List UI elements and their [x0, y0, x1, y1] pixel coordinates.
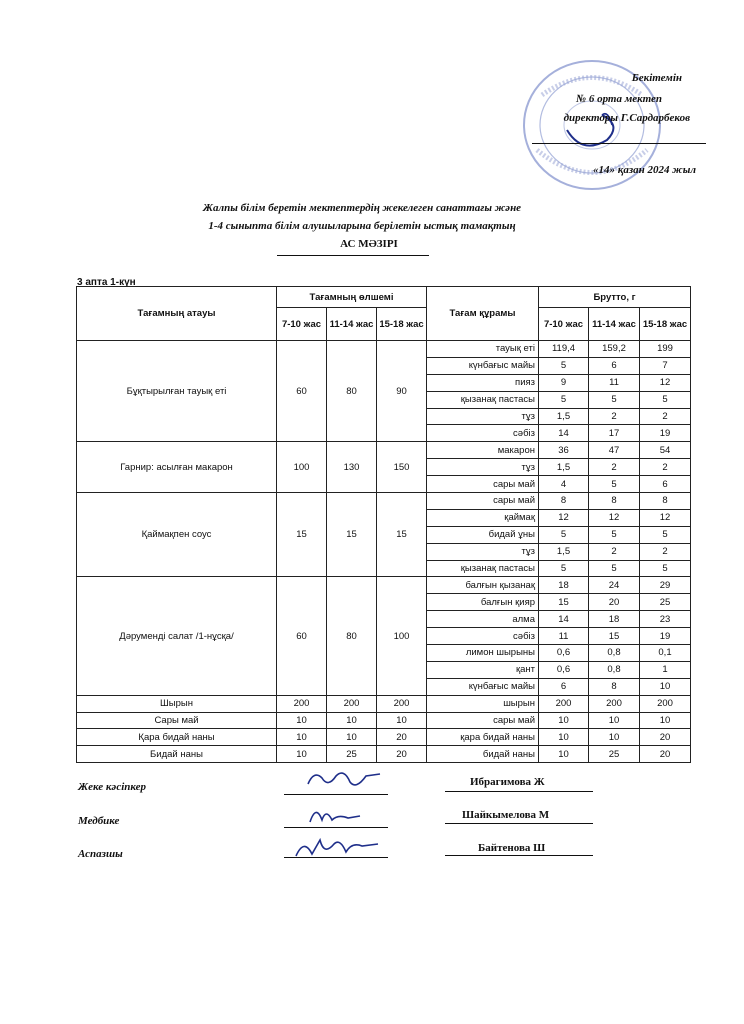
- portion-cell: 25: [327, 746, 377, 763]
- gross-cell: 0,8: [589, 645, 640, 662]
- gross-cell: 2: [640, 408, 691, 425]
- gross-cell: 12: [640, 509, 691, 526]
- portion-cell: 200: [277, 695, 327, 712]
- ingredient-cell: күнбағыс майы: [427, 678, 539, 695]
- table-row: [77, 577, 691, 594]
- gross-cell: 8: [589, 678, 640, 695]
- gross-cell: 19: [640, 628, 691, 645]
- table-row: [77, 341, 691, 358]
- approval-heading: Бекітемін: [631, 72, 682, 84]
- ingredient-cell: қара бидай наны: [427, 729, 539, 746]
- ingredient-cell: тауық еті: [427, 341, 539, 358]
- ingredient-cell: балғын қияр: [427, 594, 539, 611]
- gross-cell: 25: [640, 594, 691, 611]
- gross-cell: 2: [589, 408, 640, 425]
- portion-cell: 150: [377, 442, 427, 493]
- portion-cell: 10: [277, 729, 327, 746]
- dish-name-cell: Бұқтырылған тауық еті: [77, 341, 277, 442]
- gross-cell: 199: [640, 341, 691, 358]
- gross-cell: 200: [539, 695, 589, 712]
- signature-name: Шайкымелова М: [462, 809, 550, 821]
- ingredient-cell: қаймақ: [427, 509, 539, 526]
- week-day-label: 3 апта 1-күн: [77, 277, 136, 288]
- gross-cell: 6: [640, 476, 691, 493]
- gross-cell: 7: [640, 357, 691, 374]
- gross-cell: 20: [640, 729, 691, 746]
- signature-role: Медбике: [78, 815, 120, 827]
- header-composition: Тағам құрамы: [427, 287, 539, 341]
- gross-cell: 12: [640, 374, 691, 391]
- portion-cell: 200: [327, 695, 377, 712]
- title-line-2: 1-4 сыныпта білім алушыларына берілетін ыстық тамақтың: [208, 220, 516, 232]
- gross-cell: 15: [589, 628, 640, 645]
- ingredient-cell: қызанақ пастасы: [427, 391, 539, 408]
- approval-signature-line: [532, 143, 706, 144]
- table-row: [77, 746, 691, 763]
- gross-cell: 54: [640, 442, 691, 459]
- approval-date: «14» қазан 2024 жыл: [593, 164, 696, 176]
- portion-cell: 100: [277, 442, 327, 493]
- ingredient-cell: пияз: [427, 374, 539, 391]
- signature-role: Жеке кәсіпкер: [78, 781, 147, 793]
- portion-cell: 20: [377, 729, 427, 746]
- ingredient-cell: лимон шырыны: [427, 645, 539, 662]
- ingredient-cell: сәбіз: [427, 425, 539, 442]
- gross-cell: 119,4: [539, 341, 589, 358]
- gross-cell: 14: [539, 425, 589, 442]
- ingredient-cell: сәбіз: [427, 628, 539, 645]
- table-row: [77, 729, 691, 746]
- gross-cell: 12: [589, 509, 640, 526]
- gross-cell: 12: [539, 509, 589, 526]
- handwritten-signature: [300, 766, 390, 796]
- gross-cell: 8: [589, 493, 640, 510]
- table-row: [77, 442, 691, 459]
- gross-cell: 5: [589, 476, 640, 493]
- gross-cell: 2: [589, 543, 640, 560]
- gross-cell: 8: [539, 493, 589, 510]
- gross-cell: 10: [640, 712, 691, 729]
- ingredient-cell: сары май: [427, 712, 539, 729]
- dish-name-cell: Бидай наны: [77, 746, 277, 763]
- gross-cell: 17: [589, 425, 640, 442]
- gross-cell: 0,6: [539, 645, 589, 662]
- gross-cell: 11: [539, 628, 589, 645]
- signature-name-line: [445, 791, 593, 792]
- gross-cell: 1,5: [539, 543, 589, 560]
- header-portion-age: 15-18 жас: [377, 308, 427, 341]
- gross-cell: 159,2: [589, 341, 640, 358]
- signature-name-line: [445, 823, 593, 824]
- menu-table-body: [77, 341, 691, 763]
- portion-cell: 15: [277, 493, 327, 577]
- ingredient-cell: қант: [427, 661, 539, 678]
- gross-cell: 5: [539, 526, 589, 543]
- ingredient-cell: тұз: [427, 543, 539, 560]
- ingredient-cell: шырын: [427, 695, 539, 712]
- header-portion: Тағамның өлшемі: [277, 287, 427, 308]
- gross-cell: 5: [640, 391, 691, 408]
- ingredient-cell: бидай ұны: [427, 526, 539, 543]
- title-underline: [277, 255, 429, 256]
- gross-cell: 5: [640, 526, 691, 543]
- dish-name-cell: Гарнир: асылған макарон: [77, 442, 277, 493]
- portion-cell: 130: [327, 442, 377, 493]
- gross-cell: 200: [640, 695, 691, 712]
- portion-cell: 10: [277, 746, 327, 763]
- signature-name: Байтенова Ш: [478, 842, 546, 854]
- portion-cell: 200: [377, 695, 427, 712]
- approval-block: [520, 60, 720, 190]
- gross-cell: 25: [589, 746, 640, 763]
- signature-name-line: [445, 855, 593, 856]
- gross-cell: 18: [589, 611, 640, 628]
- ingredient-cell: қызанақ пастасы: [427, 560, 539, 577]
- gross-cell: 47: [589, 442, 640, 459]
- table-row: [77, 712, 691, 729]
- gross-cell: 5: [539, 391, 589, 408]
- portion-cell: 10: [277, 712, 327, 729]
- title-line-1: Жалпы білім беретін мектептердің жекелеген санаттағы және: [202, 202, 522, 214]
- gross-cell: 6: [539, 678, 589, 695]
- gross-cell: 8: [640, 493, 691, 510]
- gross-cell: 15: [539, 594, 589, 611]
- gross-cell: 20: [640, 746, 691, 763]
- portion-cell: 10: [377, 712, 427, 729]
- dish-name-cell: Дәрумендi салат /1-нұсқа/: [77, 577, 277, 695]
- gross-cell: 5: [539, 357, 589, 374]
- menu-table: [76, 286, 691, 763]
- portion-cell: 80: [327, 577, 377, 695]
- header-portion-age: 11-14 жас: [327, 308, 377, 341]
- header-dish-name: Тағамның атауы: [77, 287, 277, 341]
- ingredient-cell: балғын қызанақ: [427, 577, 539, 594]
- portion-cell: 10: [327, 729, 377, 746]
- gross-cell: 9: [539, 374, 589, 391]
- gross-cell: 2: [589, 459, 640, 476]
- ingredient-cell: күнбағыс майы: [427, 357, 539, 374]
- handwritten-signature: [300, 800, 390, 830]
- gross-cell: 14: [539, 611, 589, 628]
- header-gross-age: 15-18 жас: [640, 308, 691, 341]
- table-row: [77, 493, 691, 510]
- portion-cell: 15: [377, 493, 427, 577]
- gross-cell: 1: [640, 661, 691, 678]
- gross-cell: 5: [589, 560, 640, 577]
- gross-cell: 10: [589, 712, 640, 729]
- ingredient-cell: сары май: [427, 493, 539, 510]
- gross-cell: 24: [589, 577, 640, 594]
- header-gross-age: 11-14 жас: [589, 308, 640, 341]
- dish-name-cell: Сары май: [77, 712, 277, 729]
- ingredient-cell: алма: [427, 611, 539, 628]
- gross-cell: 10: [589, 729, 640, 746]
- portion-cell: 10: [327, 712, 377, 729]
- gross-cell: 23: [640, 611, 691, 628]
- gross-cell: 19: [640, 425, 691, 442]
- gross-cell: 5: [640, 560, 691, 577]
- gross-cell: 10: [539, 712, 589, 729]
- gross-cell: 5: [589, 391, 640, 408]
- gross-cell: 2: [640, 543, 691, 560]
- table-row: [77, 695, 691, 712]
- gross-cell: 1,5: [539, 459, 589, 476]
- header-portion-age: 7-10 жас: [277, 308, 327, 341]
- gross-cell: 4: [539, 476, 589, 493]
- ingredient-cell: макарон: [427, 442, 539, 459]
- handwritten-signature: [290, 832, 390, 864]
- signature-name: Ибрагимова Ж: [470, 776, 545, 788]
- gross-cell: 20: [589, 594, 640, 611]
- gross-cell: 10: [539, 729, 589, 746]
- gross-cell: 29: [640, 577, 691, 594]
- gross-cell: 0,6: [539, 661, 589, 678]
- gross-cell: 200: [589, 695, 640, 712]
- portion-cell: 80: [327, 341, 377, 442]
- portion-cell: 100: [377, 577, 427, 695]
- gross-cell: 0,1: [640, 645, 691, 662]
- portion-cell: 20: [377, 746, 427, 763]
- dish-name-cell: Шырын: [77, 695, 277, 712]
- gross-cell: 36: [539, 442, 589, 459]
- portion-cell: 15: [327, 493, 377, 577]
- ingredient-cell: бидай наны: [427, 746, 539, 763]
- dish-name-cell: Қаймақпен соус: [77, 493, 277, 577]
- menu-title: АС МӘЗІРІ: [340, 238, 398, 250]
- approval-school: № 6 орта мектеп: [576, 93, 662, 105]
- gross-cell: 11: [589, 374, 640, 391]
- gross-cell: 10: [640, 678, 691, 695]
- gross-cell: 2: [640, 459, 691, 476]
- header-gross: Брутто, г: [539, 287, 691, 308]
- portion-cell: 90: [377, 341, 427, 442]
- ingredient-cell: сары май: [427, 476, 539, 493]
- gross-cell: 1,5: [539, 408, 589, 425]
- gross-cell: 5: [589, 526, 640, 543]
- approval-director: директоры Г.Сардарбеков: [563, 112, 690, 124]
- ingredient-cell: тұз: [427, 408, 539, 425]
- dish-name-cell: Қара бидай наны: [77, 729, 277, 746]
- header-gross-age: 7-10 жас: [539, 308, 589, 341]
- signature-role: Аспазшы: [78, 848, 123, 860]
- gross-cell: 10: [539, 746, 589, 763]
- ingredient-cell: тұз: [427, 459, 539, 476]
- portion-cell: 60: [277, 577, 327, 695]
- gross-cell: 18: [539, 577, 589, 594]
- gross-cell: 0,8: [589, 661, 640, 678]
- gross-cell: 6: [589, 357, 640, 374]
- gross-cell: 5: [539, 560, 589, 577]
- portion-cell: 60: [277, 341, 327, 442]
